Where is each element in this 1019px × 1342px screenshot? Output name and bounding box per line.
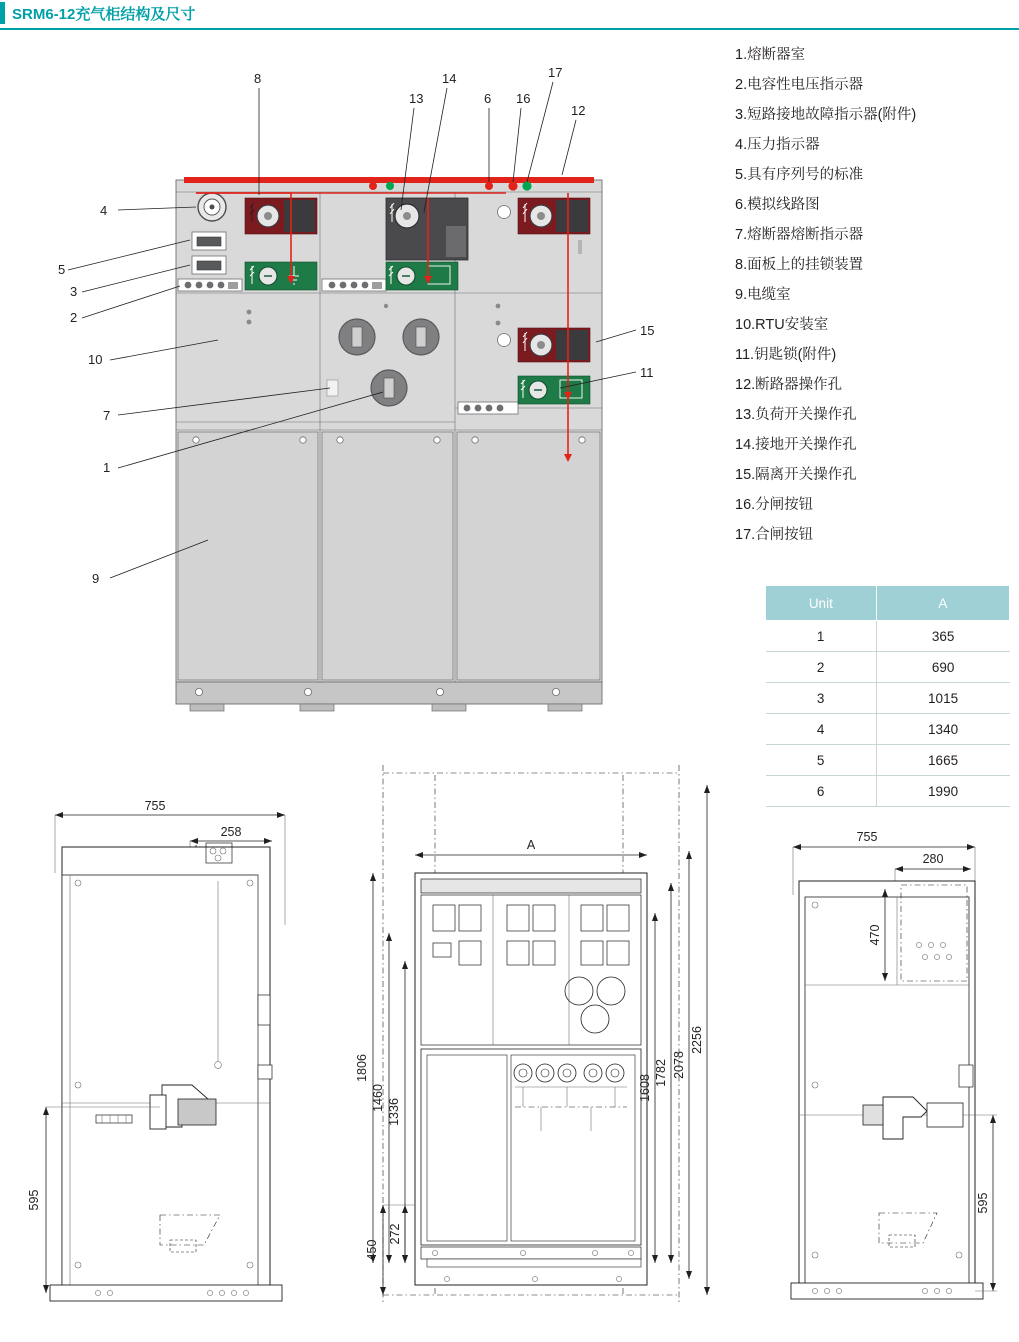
legend-item: 17.合闸按钮: [735, 527, 814, 543]
left-view-body: [50, 843, 282, 1301]
callout-label: 14: [442, 71, 457, 86]
table-row: [766, 745, 1010, 776]
legend-item: 4.压力指示器: [735, 137, 820, 153]
legend-item: 14.接地开关操作孔: [735, 437, 857, 453]
dim-A: [415, 838, 647, 858]
front-dimension-view-drawing: [355, 755, 725, 1315]
callout-label: 17: [548, 65, 563, 80]
dimension-label: 272: [388, 1223, 402, 1245]
pressure-indicator-gauge: [198, 193, 226, 221]
dim-1782: [654, 883, 674, 1263]
table-cell: 1990: [876, 776, 1009, 807]
callout-label: 16: [516, 91, 531, 106]
dim-2256: [690, 785, 710, 1295]
callout-label: 9: [92, 571, 100, 586]
dimension-label: 1460: [371, 1084, 385, 1112]
callout-label: 1: [103, 460, 111, 475]
table-cell: 4: [766, 714, 877, 745]
dimension-label: 1806: [355, 1054, 369, 1082]
table-cell: 1015: [876, 683, 1009, 714]
callout-label: 8: [254, 71, 262, 86]
right-view-body: [791, 881, 983, 1299]
dim-450: [365, 1205, 415, 1295]
title-underline: [0, 28, 1019, 30]
table-header-row: [766, 586, 1010, 621]
legend-item: 9.电缆室: [735, 287, 791, 303]
table-row: [766, 714, 1010, 745]
callout-label: 10: [88, 352, 103, 367]
page-header: [0, 0, 1019, 30]
dimension-label: 755: [856, 830, 878, 844]
callout-label: 15: [640, 323, 655, 338]
dim-272: [388, 1205, 408, 1263]
legend-item: 8.面板上的挂锁装置: [735, 257, 864, 273]
legend-item: 6.模拟线路图: [735, 197, 820, 213]
dimension-label: 2256: [690, 1026, 704, 1054]
legend-item: 5.具有序列号的标准: [735, 167, 864, 183]
table-cell: 1340: [876, 714, 1009, 745]
dimension-label: 2078: [672, 1051, 686, 1079]
legend-item: 13.负荷开关操作孔: [735, 407, 857, 423]
dimension-label: A: [526, 838, 536, 852]
dimension-label: 258: [220, 825, 242, 839]
dim-1460: [371, 933, 392, 1263]
table-cell: 1665: [876, 745, 1009, 776]
dim-595-right: [975, 1115, 997, 1291]
legend-item: 12.断路器操作孔: [735, 377, 843, 393]
legend-item: 16.分闸按钮: [735, 497, 814, 513]
table-cell: 365: [876, 621, 1009, 652]
table-cell: 3: [766, 683, 877, 714]
legend-item: 10.RTU安装室: [735, 317, 829, 333]
table-header-cell: A: [876, 586, 1009, 621]
dimension-label: 280: [922, 852, 944, 866]
callout-label: 12: [571, 103, 586, 118]
table-row: [766, 621, 1010, 652]
legend-item: 15.隔离开关操作孔: [735, 467, 857, 483]
table-row: [766, 683, 1010, 714]
dimension-label: 470: [868, 924, 882, 946]
dimension-label: 450: [365, 1239, 379, 1261]
dimension-label: 1782: [654, 1059, 668, 1087]
dimension-label: 595: [27, 1189, 41, 1211]
dim-2078: [672, 851, 692, 1279]
dimension-label: 595: [976, 1192, 990, 1214]
table-cell: 1: [766, 621, 877, 652]
table-cell: 6: [766, 776, 877, 807]
unit-dimension-table: [765, 585, 1010, 807]
legend-item: 2.电容性电压指示器: [735, 77, 864, 93]
dimension-label: 1336: [387, 1098, 401, 1126]
cabinet-outline: [415, 873, 647, 1285]
callout-label: 3: [70, 284, 78, 299]
dimension-label: 755: [144, 799, 166, 813]
callout-label: 13: [409, 91, 424, 106]
callout-label: 4: [100, 203, 108, 218]
dim-1806: [355, 873, 376, 1263]
callout-label: 7: [103, 408, 111, 423]
front-panel-drawing: [0, 40, 730, 740]
left-side-view-drawing: [10, 785, 310, 1315]
callout-label: 5: [58, 262, 66, 277]
table-header-cell: Unit: [766, 586, 877, 621]
page-title: SRM6-12充气柜结构及尺寸: [12, 6, 196, 23]
legend-item: 11.钥匙锁(附件): [735, 347, 837, 363]
callout-label: 11: [640, 365, 654, 380]
legend-item: 7.熔断器熔断指示器: [735, 227, 864, 243]
legend-list: [735, 40, 1010, 550]
callout-label: 6: [484, 91, 492, 106]
table-row: [766, 652, 1010, 683]
table-cell: 5: [766, 745, 877, 776]
title-accent-bar: [0, 2, 5, 24]
right-side-view-drawing: [775, 785, 1015, 1315]
legend-item: 1.熔断器室: [735, 47, 806, 63]
table-cell: 2: [766, 652, 877, 683]
callout-label: 2: [70, 310, 78, 325]
table-cell: 690: [876, 652, 1009, 683]
dimension-label: 1608: [638, 1074, 652, 1102]
legend-item: 3.短路接地故障指示器(附件): [735, 107, 917, 123]
